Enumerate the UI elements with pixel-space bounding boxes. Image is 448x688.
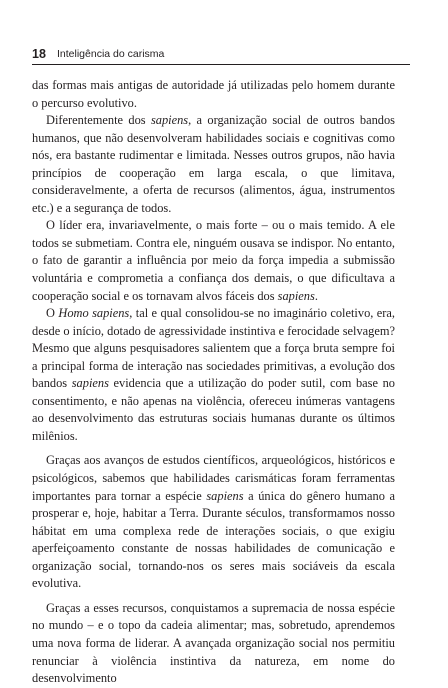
paragraph-3: O líder era, invariavelmente, o mais forte – ou o mais temido. A ele todos se submetiam. Contra ele, ninguém ousava se indispor. No entanto, o fato de garantir a influência por meio da força impedia a submissão voluntária e comprometia a confiança dos demais, o que dificultava a cooperação social e os tornavam alvos fáceis dos sapiens. [32, 218, 395, 303]
paragraph-5: Graças aos avanços de estudos científicos, arqueológicos, históricos e psicológicos, sabemos que habilidades carismáticas foram ferramentas importantes para tornar a espécie sapiens a única do gênero humano a prosperar e, hoje, habitar a Terra. Durante séculos, transformamos nosso hábitat em uma complexa rede de interações sociais, o que exigiu aperfeiçoamento constante de nossas habilidades de comunicação e organização social, tornando-nos os seres mais sociáveis da escala evolutiva. [32, 453, 395, 591]
paragraph-2: Diferentemente dos sapiens, a organização social de outros bandos humanos, que não desenvolveram habilidades sociais e cognitivas como nós, era bastante rudimentar e limitada. Nesses outros grupos, não havia princípios de cooperação em larga escala, o que limitava, consideravelmente, a oferta de recursos (alimentos, água, instrumentos etc.) e a segurança de todos. [32, 113, 396, 215]
paragraph-4: O Homo sapiens, tal e qual consolidou-se no imaginário coletivo, era, desde o início, dotado de agressividade instintiva e ferocidade selvagem? Mesmo que alguns pesquisadores salientem que a força bruta sempre foi a principal forma de interação nas sociedades primitivas, a evolução dos bandos sapiens evidencia que a utilização do poder sutil, com base no consentimento, e não apenas na violência, ofereceu inúmeras vantagens ao desenvolvimento das estruturas sociais humanas durante os últimos milênios. [32, 306, 395, 443]
running-header [32, 47, 412, 63]
page-number: 18 [32, 47, 46, 61]
header-rule [32, 64, 410, 65]
paragraph-1: das formas mais antigas de autoridade já utilizadas pelo homem durante o percurso evolutivo. [32, 78, 395, 110]
paragraph-6: Graças a esses recursos, conquistamos a supremacia de nossa espécie no mundo – e o topo da cadeia alimentar; mas, sobretudo, aprendemos uma nova forma de liderar. A avançada organização social nos permitiu renunciar à violência instintiva da natureza, em nome do desenvolvimento [32, 600, 395, 686]
body-text [32, 77, 395, 688]
running-title: Inteligência do carisma [57, 48, 165, 60]
